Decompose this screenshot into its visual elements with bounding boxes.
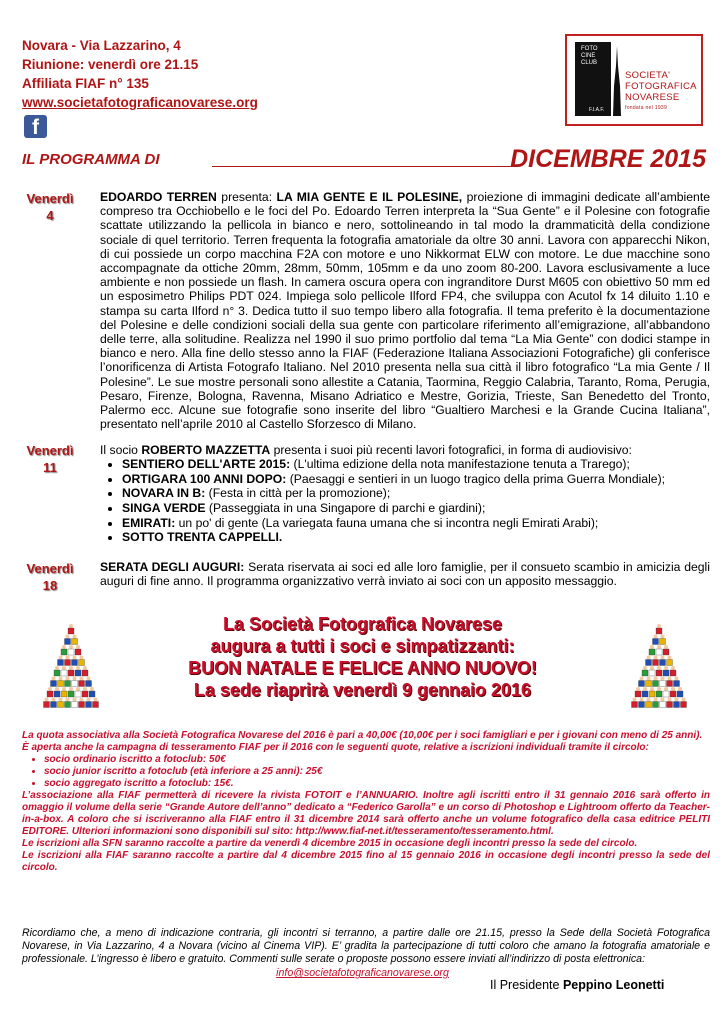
list-item	[122, 501, 710, 516]
item-desc: (L'ultima edizione della nota manifestazione tenuta a Trarego);	[290, 457, 630, 472]
event-intro-b: presenta i suoi più recenti lavori fotografici, in forma di audiovisivo:	[270, 443, 632, 457]
membership-fee: La quota associativa alla Società Fotografica Novarese del 2016 è pari a 40,00€ (10,00€ per i soci famigliari e per i giovani con meno di 25 anni).	[22, 730, 703, 741]
item-desc: (Passeggiata in una Singapore di parchi e giardini);	[205, 500, 486, 515]
logo-film-text-2: CINE	[581, 53, 596, 59]
event-day-number: 18	[42, 578, 58, 593]
list-item	[122, 516, 710, 531]
event-lead-mid: presenta:	[216, 190, 277, 204]
meeting-time: Riunione: venerdì ore 21.15	[22, 57, 199, 72]
website-link[interactable]: www.societafotograficanovarese.org	[22, 95, 258, 110]
figure-body	[667, 702, 673, 708]
logo-film-text-1: FOTO	[581, 46, 598, 52]
logo-film-bottom: F.I.A.F.	[589, 107, 605, 113]
figure-body	[65, 702, 71, 708]
fiaf-campaign: È aperta anche la campagna di tesseramento FIAF per il 2016 con le seguenti quote, relative a iscrizioni individuali tramite il circolo:	[22, 742, 649, 753]
event-day-1	[20, 190, 80, 224]
event-description-3	[100, 560, 710, 588]
audiovisual-list	[100, 457, 710, 545]
event-body: proiezione di immagini dedicate all’ambiente compreso tra Occhiobello e le foci del Po. Edoardo Terren interpreta la “Sua Gente” e il Polesine con fotografie scattate utilizzando la pellicola in bianco e nero, sottolineando in tal modo la drammaticità della condizione sociale di quel territorio. Terren frequenta la fotografia amatoriale da oltre 30 anni. Lavora con apparecchi Nikon, di cui possiede un corpo macchina F2A con motore e uno Nikkormat ELW con motore. Le due macchine sono accompagnate da ottiche 20mm, 28mm, 50mm, 105mm e da uno zoom 80-200. Lavora esclusivamente a luce ambiente e non possiede un flash. In camera oscura opera con ingranditore Durst M605 con obiettivo 50 mm ed un esposimetro Philips PDT 024. Impiega solo pellicole Ilford FP4, che sviluppa con Acutol fx 14 diluito 1.10 e stampa su carta Ilford n° 3. Dedica tutto il suo tempo libero alla fotografia. Il tema preferito è la documentazione del Polesine e delle condizioni sociali della sua gente con particolare riferimento all’emigrazione, all’abbandono delle terre, alla solitudine. Realizza nel 1990 il suo primo portfolio dal tema “La Mia Gente” con dodici stampe in bianco e nero. Alla fine dello stesso anno la FIAF (Federazione Italiana Associazioni Fotografiche) gli conferisce l’onorificenza di Artista Fotografo Italiano. Nel 2010 presenta nella sua città il libro fotografico “La mia Gente / Il Polesine”. Le sue mostre personali sono allestite a Catania, Taormina, Reggio Calabria, Taranto, Roma, Perugia, Pesaro, Firenze, Bologna, Ravenna, Misano Adriatico e Mestre, Gorizia, Trieste, San Benedetto del Tronto, Palermo ecc. Alcune sue fotografie sono inserite del libro “Gualtiero Marchesi e la Grande Cucina Italiana”, presentato nell’aprile 2010 al Castello Sforzesco di Milano.	[100, 190, 710, 432]
list-item	[122, 530, 710, 545]
contact-email-link[interactable]: info@societafotograficanovarese.org	[276, 967, 449, 979]
item-desc: (Festa in città per la promozione);	[205, 486, 391, 501]
event-body: Serata riservata ai soci ed alle loro famiglie, per il consueto scambio in amicizia degli auguri di fine anno. Il programma organizzativo verrà inviato ai soci con un apposito messaggio.	[100, 560, 710, 589]
event-day-2	[20, 442, 80, 476]
club-logo	[565, 34, 703, 126]
figure-body	[93, 702, 99, 708]
facebook-icon[interactable]: f	[24, 115, 47, 138]
greeting-line-2: augura a tutti i soci e simpatizzanti:	[210, 636, 515, 656]
event-presenter: ROBERTO MAZZETTA	[141, 443, 271, 457]
quote-item: • socio aggregato iscritto a fotoclub: 15€.	[44, 778, 710, 790]
item-title: SINGA VERDE	[122, 500, 206, 515]
program-title	[22, 145, 710, 171]
event-day-name: Venerdì	[26, 561, 74, 576]
event-day-number: 11	[43, 460, 57, 475]
fiaf-quotes-list	[22, 754, 710, 790]
greeting-line-3: BUON NATALE E FELICE ANNO NUOVO!	[188, 658, 537, 678]
list-item	[122, 472, 710, 487]
president-name: Peppino Leonetti	[562, 978, 665, 992]
list-item	[122, 486, 710, 501]
quote-item: • socio junior iscritto a fotoclub (età inferiore a 25 anni): 25€	[44, 766, 710, 778]
membership-info	[22, 730, 710, 874]
item-title: NOVARA IN B:	[122, 486, 206, 501]
figure-body	[632, 702, 638, 708]
holiday-greeting	[0, 613, 725, 701]
greeting-line-1: La Società Fotografica Novarese	[222, 614, 503, 634]
item-title: EMIRATI:	[122, 515, 176, 530]
figure-body	[653, 702, 659, 708]
figure-body	[646, 702, 652, 708]
mole-antonelliana-icon	[612, 46, 622, 116]
figure-body	[86, 702, 92, 708]
event-description-2	[100, 443, 710, 545]
item-desc: (Paesaggi e sentieri in un luogo tragico della prima Guerra Mondiale);	[286, 471, 666, 486]
president-signature	[490, 978, 664, 992]
figure-body	[639, 702, 645, 708]
event-day-number: 4	[46, 208, 54, 223]
sfn-registration: Le iscrizioni alla SFN saranno raccolte a partire da venerdì 4 dicembre 2015 in occasione degli incontri presso la sede del circolo.	[22, 838, 638, 849]
logo-line-3: NOVARESE	[625, 92, 680, 103]
figure-body	[79, 702, 85, 708]
logo-film-text-3: CLUB	[581, 60, 598, 66]
event-title: LA MIA GENTE E IL POLESINE,	[276, 190, 463, 204]
list-item	[122, 457, 710, 472]
event-title: SERATA DEGLI AUGURI:	[100, 560, 245, 574]
item-title: SENTIERO DELL'ARTE 2015:	[122, 457, 291, 472]
logo-founded: fondata nel 1939	[625, 105, 668, 111]
figure-body	[72, 702, 78, 708]
logo-line-2: FOTOGRAFICA	[625, 81, 697, 92]
event-day-name: Venerdì	[26, 191, 74, 206]
affiliation: Affiliata FIAF n° 135	[22, 76, 149, 91]
signature-prefix: Il Presidente	[490, 978, 563, 992]
figure-body	[674, 702, 680, 708]
address: Novara - Via Lazzarino, 4	[22, 38, 181, 53]
closing-note: Ricordiamo che, a meno di indicazione contraria, gli incontri si terranno, a partire dalle ore 21.15, presso la Sede della Società Fotografica Novarese, in Via Lazzarino, 4 a Novara (vicino al Cinema VIP). E’ gradita la partecipazione di tutti coloro che amano la fotografia amatoriale e professionale. L’ingresso è libero e gratuito. Commenti sulle serate o proposte possono essere inviati all’indirizzo di posta elettronica:	[22, 927, 710, 965]
program-month: DICEMBRE 2015	[510, 145, 706, 173]
item-title: ORTIGARA 100 ANNI DOPO:	[122, 471, 287, 486]
program-label: IL PROGRAMMA DI	[22, 151, 160, 168]
greeting-line-4: La sede riaprirà venerdì 9 gennaio 2016	[193, 680, 532, 700]
event-description-1	[100, 190, 710, 431]
item-desc: un po' di gente (La variegata fauna umana che si incontra negli Emirati Arabi);	[175, 515, 599, 530]
item-title: SOTTO TRENTA CAPPELLI.	[122, 530, 283, 545]
title-underline	[212, 166, 517, 167]
event-presenter: EDOARDO TERREN	[100, 190, 217, 204]
event-day-3	[20, 560, 80, 594]
film-strip-icon	[575, 42, 611, 116]
event-intro-a: Il socio	[100, 443, 142, 457]
quote-item: • socio ordinario iscritto a fotoclub: 50€	[44, 754, 710, 766]
figure-body	[660, 702, 666, 708]
figure-body	[681, 702, 687, 708]
figure-body	[51, 702, 57, 708]
header-info	[22, 36, 258, 112]
fiaf-registration: Le iscrizioni alla FIAF saranno raccolte a partire dal 4 dicembre 2015 fino al 15 gennaio 2016 in occasione degli incontri presso la sede del circolo.	[22, 850, 710, 873]
figure-body	[58, 702, 64, 708]
logo-line-1: SOCIETA'	[625, 70, 671, 81]
fiaf-benefits: L’associazione alla FIAF permetterà di ricevere la rivista FOTOIT e l’ANNUARIO. Inoltre agli iscritti entro il 31 gennaio 2016 sarà offerto in omaggio il volume della serie “Grande Autore dell’anno” dedicato a “Federico Garolla” e un corso di Photoshop e Lightroom offerto da Teacher-in-a-box. A coloro che si iscriveranno alla FIAF entro il 31 dicembre 2014 sarà offerto anche un volume fotografico della casa editrice PELITI EDITORE. Ulteriori informazioni sono disponibili sul sito: http://www.fiaf-net.it/tesseramento/tesseramento.html.	[22, 790, 710, 837]
event-day-name: Venerdì	[26, 443, 74, 458]
figure-body	[44, 702, 50, 708]
